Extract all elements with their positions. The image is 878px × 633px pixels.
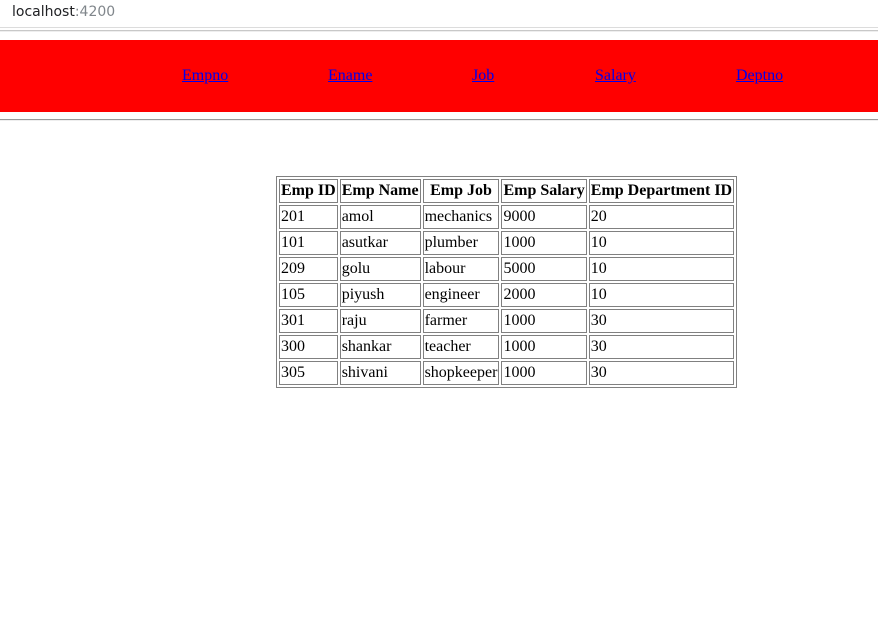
- cell-emp-job: labour: [423, 257, 500, 281]
- employee-table: [276, 176, 737, 388]
- table-row: [279, 309, 734, 333]
- cell-emp-salary: 2000: [501, 283, 586, 307]
- cell-emp-id: 301: [279, 309, 338, 333]
- cell-emp-salary: 9000: [501, 205, 586, 229]
- bottom-divider: [0, 119, 878, 121]
- header-emp-salary: Emp Salary: [501, 179, 586, 203]
- cell-emp-job: farmer: [423, 309, 500, 333]
- url-port: :4200: [74, 4, 116, 20]
- table-row: [279, 335, 734, 359]
- nav-link-ename[interactable]: Ename: [328, 67, 373, 84]
- cell-emp-department-id: 20: [589, 205, 734, 229]
- nav-link-salary[interactable]: Salary: [595, 67, 636, 84]
- cell-emp-id: 305: [279, 361, 338, 385]
- nav-link-job[interactable]: Job: [472, 67, 495, 84]
- table-row: [279, 283, 734, 307]
- cell-emp-salary: 1000: [501, 231, 586, 255]
- cell-emp-job: teacher: [423, 335, 500, 359]
- table-row: [279, 257, 734, 281]
- table-row: [279, 205, 734, 229]
- nav-bar: [0, 40, 878, 112]
- cell-emp-department-id: 10: [589, 257, 734, 281]
- table-row: [279, 231, 734, 255]
- cell-emp-job: shopkeeper: [423, 361, 500, 385]
- cell-emp-name: shivani: [340, 361, 421, 385]
- header-emp-job: Emp Job: [423, 179, 500, 203]
- cell-emp-id: 201: [279, 205, 338, 229]
- cell-emp-id: 105: [279, 283, 338, 307]
- cell-emp-id: 101: [279, 231, 338, 255]
- cell-emp-name: golu: [340, 257, 421, 281]
- cell-emp-id: 209: [279, 257, 338, 281]
- address-bar[interactable]: [0, 0, 878, 28]
- cell-emp-name: amol: [340, 205, 421, 229]
- cell-emp-name: raju: [340, 309, 421, 333]
- top-divider: [0, 30, 878, 32]
- cell-emp-salary: 5000: [501, 257, 586, 281]
- cell-emp-department-id: 10: [589, 231, 734, 255]
- table-row: [279, 361, 734, 385]
- cell-emp-id: 300: [279, 335, 338, 359]
- header-emp-department-id: Emp Department ID: [589, 179, 734, 203]
- table-header-row: [279, 179, 734, 203]
- cell-emp-name: shankar: [340, 335, 421, 359]
- cell-emp-salary: 1000: [501, 361, 586, 385]
- nav-link-empno[interactable]: Empno: [182, 67, 229, 84]
- nav-link-deptno[interactable]: Deptno: [736, 67, 784, 84]
- cell-emp-job: mechanics: [423, 205, 500, 229]
- cell-emp-department-id: 30: [589, 361, 734, 385]
- cell-emp-department-id: 30: [589, 335, 734, 359]
- header-emp-id: Emp ID: [279, 179, 338, 203]
- cell-emp-department-id: 10: [589, 283, 734, 307]
- url-host: localhost: [12, 4, 75, 20]
- cell-emp-name: piyush: [340, 283, 421, 307]
- cell-emp-name: asutkar: [340, 231, 421, 255]
- cell-emp-job: engineer: [423, 283, 500, 307]
- header-emp-name: Emp Name: [340, 179, 421, 203]
- cell-emp-salary: 1000: [501, 309, 586, 333]
- cell-emp-job: plumber: [423, 231, 500, 255]
- cell-emp-salary: 1000: [501, 335, 586, 359]
- cell-emp-department-id: 30: [589, 309, 734, 333]
